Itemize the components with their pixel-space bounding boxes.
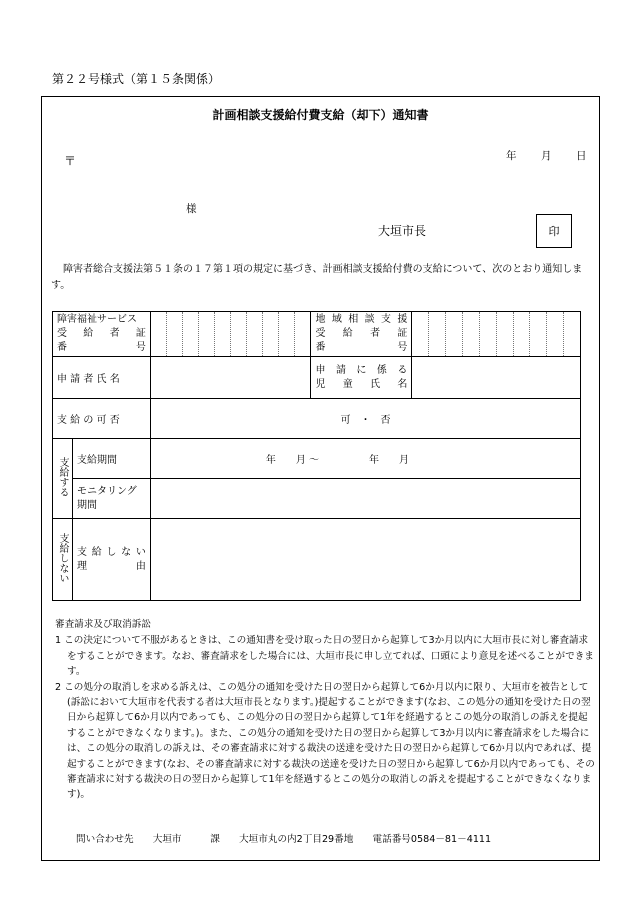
seal-box xyxy=(536,214,572,248)
date-month: 月 xyxy=(541,150,552,162)
intro-text: 障害者総合支援法第５１条の１７第１項の規定に基づき、計画相談支援給付費の支給について、次のとおり通知します。 xyxy=(51,264,583,291)
date-year: 年 xyxy=(506,150,517,162)
notes-item-2: 2 この処分の取消しを求める訴えは、この処分の通知を受けた日の翌日から起算して6か月以内に限り、大垣市を被告として(訴訟において大垣市を代表する者は大垣市長となります。)提起することができます(なお、この処分の通知を受けた日の翌日から起算して6か月以内であっても、この処分の日の翌日から起算して1年を経過するとこの処分の取消しの訴えを提起することができなくなります。)。また、この処分の通知を受けた日の翌日から起算して3か月以内に審査請求をした場合には、この処分の取消しの訴えは、その審査請求に対する裁決の送達を受けた日の翌日から起算して6か月以内であれば、提起することができます(なお、その審査請求に対する裁決の送達を受けた日の翌日から起算して6か月以内であっても、その審査請求に対する裁決の日の翌日から起算して1年を経過するとこの処分の取消しの訴えを提起することができなくなります)。 xyxy=(55,681,595,801)
table-row xyxy=(53,479,581,519)
postal-mark: 〒 xyxy=(64,154,77,168)
notes-heading: 審査請求及び取消訴訟 xyxy=(55,619,151,630)
decision-label: 支 給 の 可 否 xyxy=(53,399,151,439)
contact-line: 問い合わせ先 大垣市 課 大垣市丸の内2丁目29番地 電話番号0584－81－4111 xyxy=(76,834,492,845)
table-row xyxy=(53,312,581,357)
monitoring-label: モニタリング 期間 xyxy=(72,479,150,519)
notice-frame xyxy=(41,96,600,861)
notes-item-1: 1 この決定について不服があるときは、この通知書を受け取った日の翌日から起算して3か月以内に大垣市長に対し審査請求をすることができます。なお、審査請求をした場合には、大垣市長に申し立てれば、口頭により意見を述べることができます。 xyxy=(55,635,594,678)
period-label: 支給期間 xyxy=(72,439,150,479)
child-field[interactable] xyxy=(412,357,581,399)
applicant-label: 申 請 者 氏 名 xyxy=(53,357,151,399)
recipient-no-label: 障害福祉サービス 受 給 者 証 番 号 xyxy=(53,312,151,357)
document-title: 計画相談支援給付費支給（却下）通知書 xyxy=(212,108,429,122)
table-row xyxy=(53,519,581,601)
period-value[interactable]: 年 月 ～ 年 月 xyxy=(150,439,580,479)
form-number: 第２２号様式（第１５条関係） xyxy=(52,72,221,86)
grant-group-label: 支給する xyxy=(53,439,73,519)
table-row xyxy=(53,399,581,439)
child-label: 申 請 に 係 る 児 童 氏 名 xyxy=(311,357,412,399)
seal-label: 印 xyxy=(548,225,560,238)
issuer-name: 大垣市長 xyxy=(378,224,427,238)
recipient-no-field[interactable] xyxy=(150,312,311,357)
monitoring-field[interactable] xyxy=(150,479,580,519)
decision-value[interactable]: 可 ・ 否 xyxy=(150,399,580,439)
date-day: 日 xyxy=(576,150,587,162)
table-row xyxy=(53,357,581,399)
reason-field[interactable] xyxy=(150,519,580,601)
community-no-label: 地域相談支援 受 給 者 証 番 号 xyxy=(311,312,412,357)
community-no-field[interactable] xyxy=(412,312,581,357)
reason-label: 支 給 し な い 理 由 xyxy=(72,519,150,601)
table-row xyxy=(53,439,581,479)
applicant-field[interactable] xyxy=(150,357,311,399)
sama-honorific: 様 xyxy=(186,203,197,215)
decision-table xyxy=(52,311,581,601)
deny-group-label: 支給しない xyxy=(53,519,73,601)
appeal-notes xyxy=(55,617,595,803)
